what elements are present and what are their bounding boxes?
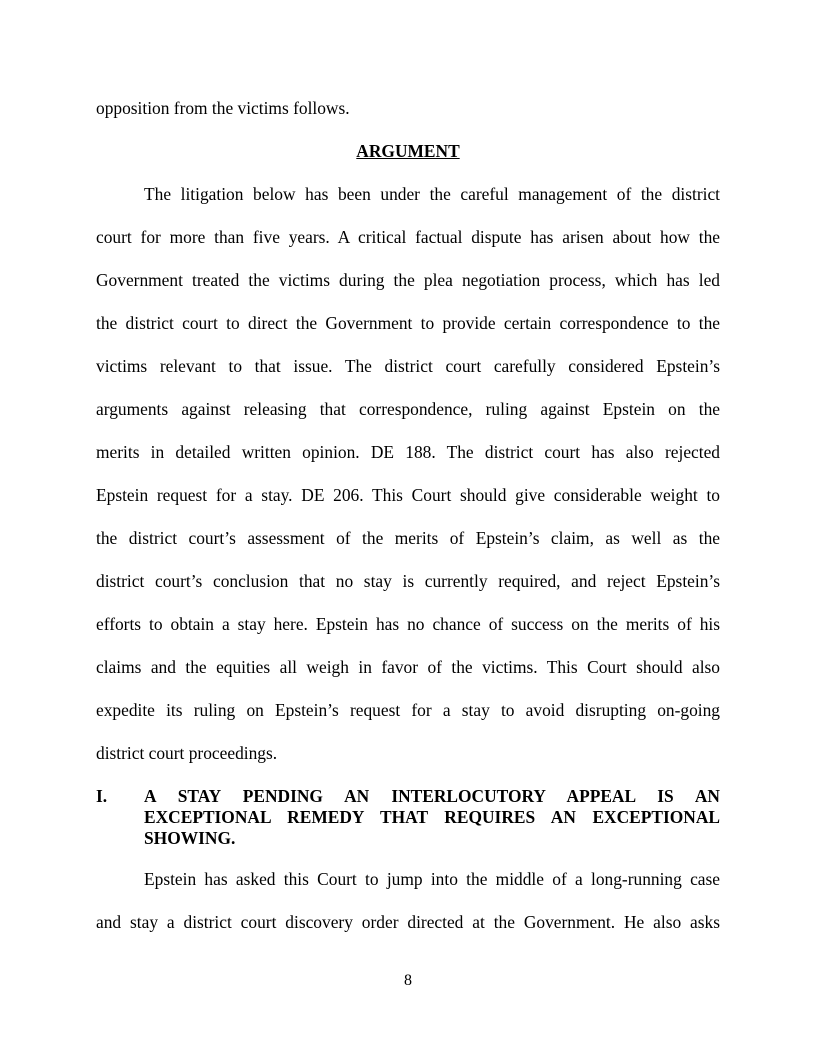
- paragraph-line: efforts to obtain a stay here. Epstein has no chance of success on the merits of his: [96, 614, 720, 634]
- paragraph-line: and stay a district court discovery order directed at the Government. He also asks: [96, 912, 720, 932]
- paragraph-line: expedite its ruling on Epstein’s request for a stay to avoid disrupting on-going: [96, 700, 720, 720]
- paragraph-line: victims relevant to that issue. The district court carefully considered Epstein’s: [96, 356, 720, 376]
- paragraph-line: The litigation below has been under the careful management of the district: [144, 184, 720, 204]
- paragraph-line: arguments against releasing that correspondence, ruling against Epstein on the: [96, 399, 720, 419]
- paragraph-line: the district court to direct the Government to provide certain correspondence to the: [96, 313, 720, 333]
- paragraph-line: the district court’s assessment of the merits of Epstein’s claim, as well as the: [96, 528, 720, 548]
- section-title-line: EXCEPTIONAL REMEDY THAT REQUIRES AN EXCEPTIONAL: [144, 807, 720, 827]
- paragraph-line: merits in detailed written opinion. DE 188. The district court has also rejected: [96, 442, 720, 462]
- paragraph-line: Epstein request for a stay. DE 206. This Court should give considerable weight to: [96, 485, 720, 505]
- paragraph-line: Government treated the victims during the plea negotiation process, which has led: [96, 270, 720, 290]
- paragraph-line: court for more than five years. A critical factual dispute has arisen about how the: [96, 227, 720, 247]
- paragraph-line: district court proceedings.: [96, 743, 278, 763]
- section-number: I.: [96, 786, 108, 806]
- paragraph-line: Epstein has asked this Court to jump into the middle of a long-running case: [144, 869, 720, 889]
- paragraph-line: district court’s conclusion that no stay is currently required, and reject Epstein’s: [96, 571, 720, 591]
- section-title-line: SHOWING.: [144, 828, 236, 848]
- argument-heading: ARGUMENT: [356, 141, 460, 161]
- section-title-line: A STAY PENDING AN INTERLOCUTORY APPEAL IS AN: [144, 786, 720, 806]
- lead-in-line: opposition from the victims follows.: [96, 98, 350, 118]
- page-number: 8: [404, 972, 412, 989]
- paragraph-line: claims and the equities all weigh in favor of the victims. This Court should also: [96, 657, 720, 677]
